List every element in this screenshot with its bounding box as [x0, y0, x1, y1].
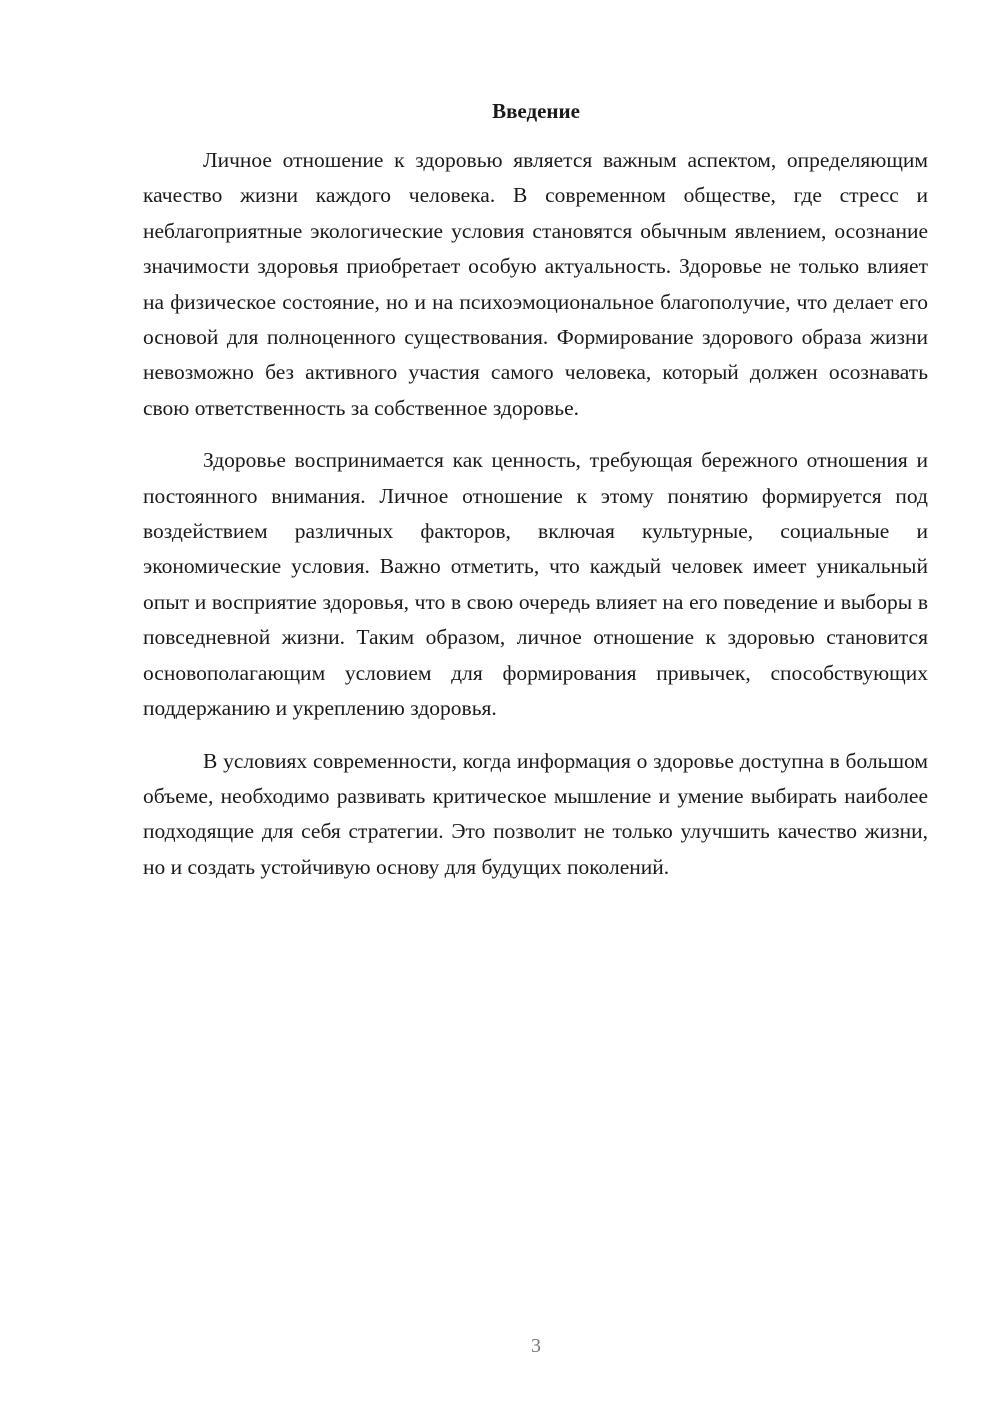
page-number: 3	[531, 1335, 541, 1357]
section-heading: Введение	[492, 99, 580, 123]
paragraph-2: Здоровье воспринимается как ценность, требующая бережного отношения и постоянного внимания. Личное отношение к этому понятию формируется под воздействием различных факторов, включая культурные, социальные и экономические условия. Важно отметить, что каждый человек имеет уникальный опыт и восприятие здоровья, что в свою очередь влияет на его поведение и выборы в повседневной жизни. Таким образом, личное отношение к здоровью становится основополагающим условием для формирования привычек, способствующих поддержанию и укреплению здоровья.	[143, 448, 928, 721]
paragraph-3: В условиях современности, когда информация о здоровье доступна в большом объеме, необходимо развивать критическое мышление и умение выбирать наиболее подходящие для себя стратегии. Это позволит не только улучшить качество жизни, но и создать устойчивую основу для будущих поколений.	[143, 748, 928, 879]
paragraph-1: Личное отношение к здоровью является важным аспектом, определяющим качество жизни каждого человека. В современном обществе, где стресс и неблагоприятные экологические условия становятся обычным явлением, осознание значимости здоровья приобретает особую актуальность. Здоровье не только влияет на физическое состояние, но и на психоэмоциональное благополучие, что делает его основой для полноценного существования. Формирование здорового образа жизни невозможно без активного участия самого человека, который должен осознавать свою ответственность за собственное здоровье.	[143, 148, 928, 420]
document-body	[143, 143, 928, 885]
